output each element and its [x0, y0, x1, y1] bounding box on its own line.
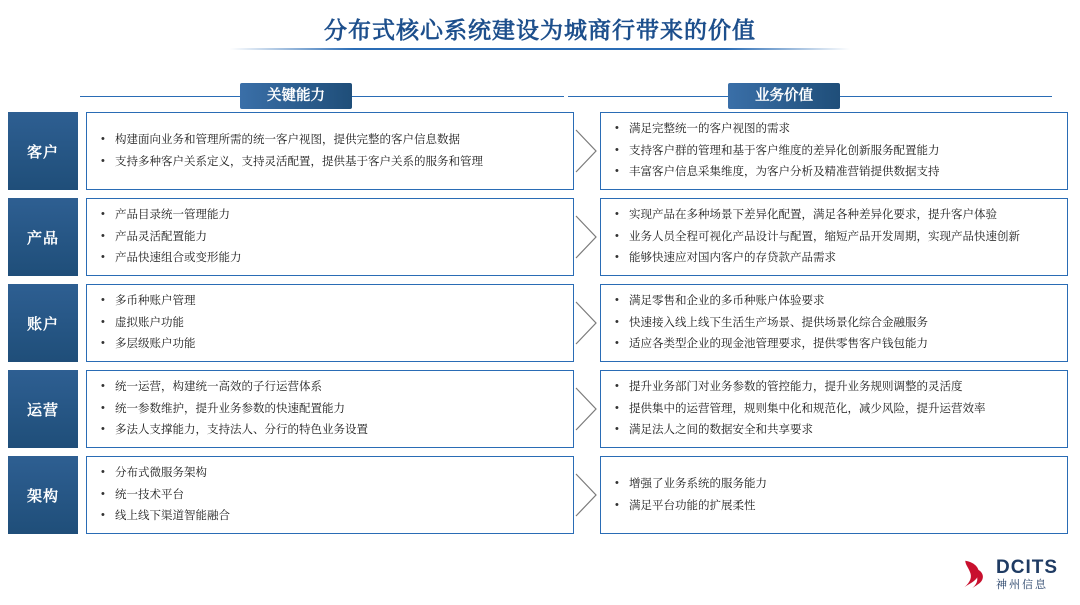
value-card-account [600, 284, 1068, 362]
list-item-text: 提供集中的运营管理，规则集中化和规范化，减少风险，提升运营效率 [629, 402, 986, 415]
value-card-product [600, 198, 1068, 276]
list-item-text: 统一运营，构建统一高效的子行运营体系 [115, 381, 322, 393]
row-label-operations: 运营 [8, 370, 78, 448]
list-item [615, 229, 1057, 246]
list-item-text: 满足平台功能的扩展柔性 [629, 499, 756, 512]
bullet-icon: • [615, 165, 619, 178]
list-item-text: 业务人员全程可视化产品设计与配置，缩短产品开发周期，实现产品快速创新 [629, 230, 1020, 243]
capability-card-account [86, 284, 574, 362]
bullet-icon: • [615, 401, 619, 414]
header-rule-right-1 [568, 96, 728, 97]
table-row [8, 112, 1068, 190]
value-card-customer [600, 112, 1068, 190]
table-row [8, 456, 1068, 534]
list-item [615, 164, 1057, 181]
list-item-text: 统一参数维护，提升业务参数的快速配置能力 [115, 402, 345, 415]
bullet-icon: • [101, 380, 105, 392]
list-item [101, 229, 563, 246]
bullet-icon: • [101, 401, 105, 414]
row-label-account: 账户 [8, 284, 78, 362]
logo-text-en: DCITS [996, 556, 1058, 578]
list-item-text: 丰富客户信息采集维度，为客户分析及精准营销提供数据支持 [629, 166, 940, 179]
arrow-icon-operations [574, 386, 600, 432]
list-item [615, 293, 1057, 310]
list-item [101, 132, 563, 149]
header-rule-left-1 [80, 96, 240, 97]
list-item-text: 线上线下渠道智能融合 [115, 510, 230, 523]
list-item [615, 207, 1057, 224]
value-card-architecture [600, 456, 1068, 534]
capability-card-customer [86, 112, 574, 190]
list-item-text: 虚拟账户功能 [115, 316, 184, 329]
capability-card-product [86, 198, 574, 276]
bullet-icon: • [101, 154, 105, 167]
list-item-text: 增强了业务系统的服务能力 [629, 477, 767, 490]
bullet-icon: • [101, 423, 105, 436]
page-title [0, 12, 1080, 45]
bullet-icon: • [615, 229, 619, 242]
capability-card-operations [86, 370, 574, 448]
dcits-logo-icon [960, 557, 990, 591]
bullet-icon: • [101, 337, 105, 350]
bullet-icon: • [101, 315, 105, 328]
value-card-operations [600, 370, 1068, 448]
bullet-icon: • [101, 294, 105, 306]
column-header-capabilities: 关键能力 [240, 83, 352, 109]
bullet-icon: • [615, 143, 619, 156]
list-item-text: 实现产品在多种场景下差异化配置，满足各种差异化要求，提升客户体验 [629, 209, 997, 221]
company-logo [960, 557, 1058, 591]
list-item [615, 121, 1057, 138]
list-item [101, 336, 563, 353]
list-item [101, 508, 563, 525]
list-item [101, 154, 563, 171]
bullet-icon: • [615, 294, 619, 306]
bullet-icon: • [101, 208, 105, 220]
row-label-product: 产品 [8, 198, 78, 276]
list-item-text: 满足零售和企业的多币种账户体验要求 [629, 295, 825, 307]
list-item [615, 143, 1057, 160]
header-rule-right-2 [840, 96, 1052, 97]
arrow-icon-product [574, 214, 600, 260]
column-header-value: 业务价值 [728, 83, 840, 109]
list-item-text: 产品目录统一管理能力 [115, 209, 230, 221]
title-divider [230, 48, 850, 50]
arrow-icon-account [574, 300, 600, 346]
bullet-icon: • [615, 251, 619, 264]
list-item-text: 提升业务部门对业务参数的管控能力，提升业务规则调整的灵活度 [629, 381, 963, 393]
list-item-text: 能够快速应对国内客户的存贷款产品需求 [629, 252, 836, 265]
list-item-text: 分布式微服务架构 [115, 467, 207, 479]
arrow-icon-customer [574, 128, 600, 174]
row-label-architecture: 架构 [8, 456, 78, 534]
list-item [615, 250, 1057, 267]
bullet-icon: • [615, 476, 619, 489]
header-rule-left-2 [352, 96, 564, 97]
bullet-icon: • [615, 498, 619, 511]
bullet-icon: • [101, 466, 105, 478]
logo-text-cn: 神州信息 [996, 578, 1048, 591]
row-label-customer: 客户 [8, 112, 78, 190]
table-row [8, 370, 1068, 448]
bullet-icon: • [101, 132, 105, 145]
bullet-icon: • [101, 229, 105, 242]
list-item [615, 315, 1057, 332]
list-item [615, 476, 1057, 493]
table-row [8, 198, 1068, 276]
list-item [101, 422, 563, 439]
bullet-icon: • [615, 337, 619, 350]
bullet-icon: • [615, 122, 619, 134]
bullet-icon: • [615, 208, 619, 220]
table-row [8, 284, 1068, 362]
bullet-icon: • [101, 251, 105, 264]
list-item [615, 498, 1057, 515]
bullet-icon: • [615, 423, 619, 436]
logo-text [996, 558, 1058, 591]
list-item-text: 快速接入线上线下生活生产场景、提供场景化综合金融服务 [629, 316, 928, 329]
list-item-text: 多币种账户管理 [115, 295, 196, 307]
list-item [101, 379, 563, 396]
list-item [615, 336, 1057, 353]
capability-card-architecture [86, 456, 574, 534]
list-item-text: 满足完整统一的客户视图的需求 [629, 123, 790, 135]
arrow-icon-architecture [574, 472, 600, 518]
list-item-text: 支持多种客户关系定义，支持灵活配置，提供基于客户关系的服务和管理 [115, 155, 483, 168]
list-item [101, 293, 563, 310]
list-item-text: 构建面向业务和管理所需的统一客户视图，提供完整的客户信息数据 [115, 133, 460, 146]
bullet-icon: • [615, 315, 619, 328]
list-item-text: 统一技术平台 [115, 488, 184, 501]
list-item [101, 465, 563, 482]
list-item [615, 379, 1057, 396]
page-title-text: 分布式核心系统建设为城商行带来的价值 [324, 17, 756, 43]
list-item [615, 422, 1057, 439]
list-item-text: 产品快速组合或变形能力 [115, 252, 242, 265]
bullet-icon: • [101, 487, 105, 500]
list-item-text: 适应各类型企业的现金池管理要求，提供零售客户钱包能力 [629, 338, 928, 351]
list-item [615, 401, 1057, 418]
list-item-text: 多法人支撑能力，支持法人、分行的特色业务设置 [115, 424, 368, 437]
list-item-text: 满足法人之间的数据安全和共享要求 [629, 424, 813, 437]
list-item [101, 207, 563, 224]
list-item [101, 401, 563, 418]
list-item [101, 315, 563, 332]
list-item [101, 250, 563, 267]
list-item-text: 多层级账户功能 [115, 338, 196, 351]
list-item-text: 支持客户群的管理和基于客户维度的差异化创新服务配置能力 [629, 144, 940, 157]
list-item-text: 产品灵活配置能力 [115, 230, 207, 243]
bullet-icon: • [615, 380, 619, 392]
list-item [101, 487, 563, 504]
bullet-icon: • [101, 509, 105, 522]
